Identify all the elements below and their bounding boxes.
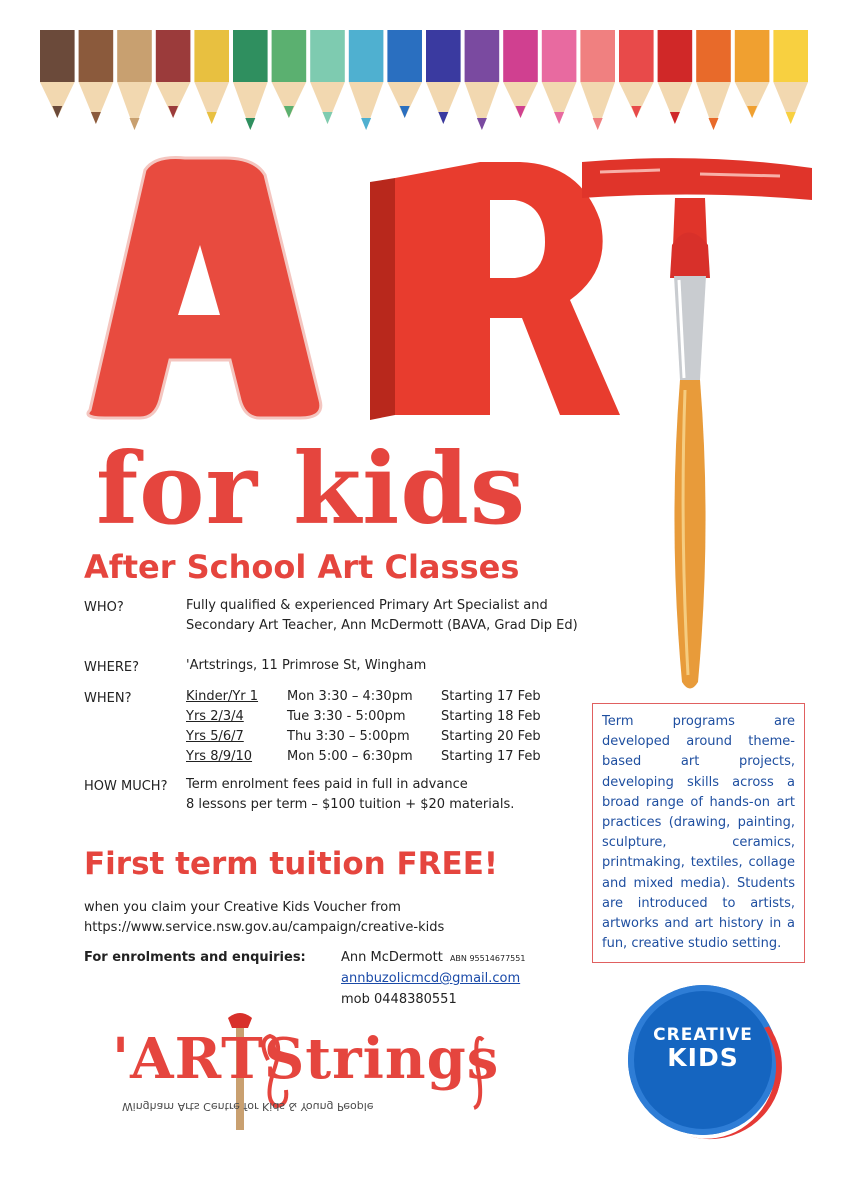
where-label: WHERE?	[84, 660, 139, 675]
class-group: Kinder/Yr 1	[186, 689, 259, 704]
schedule-row	[186, 707, 586, 727]
schedule-table	[186, 687, 586, 767]
pencil	[156, 30, 191, 118]
class-time: Thu 3:30 – 5:00pm	[287, 729, 410, 744]
pencil	[387, 30, 422, 118]
pencil	[272, 30, 307, 118]
letter-a	[88, 158, 321, 419]
who-line-2: Secondary Art Teacher, Ann McDermott (BAVA, Grad Dip Ed)	[186, 618, 578, 633]
contact-phone: mob 0448380551	[341, 992, 457, 1007]
badge-line-2: KIDS	[667, 1043, 739, 1072]
pencil	[696, 30, 731, 130]
class-time: Mon 5:00 – 6:30pm	[287, 749, 413, 764]
term-programs-text: Term programs are developed around theme-based art projects, developing skills across a broad range of hands-on art practices (drawing, painting, sculpture, ceramics, printmaking, textiles, collage and mixed media). Students are introduced to artists, artworks and art history in a fun, creative studio setting.	[602, 714, 795, 952]
class-group: Yrs 2/3/4	[186, 709, 244, 724]
schedule-row	[186, 687, 586, 707]
creative-kids-badge	[628, 985, 778, 1135]
how-much-label: HOW MUCH?	[84, 779, 168, 794]
artstrings-logo-tagline: Wingham Arts Centre for Kids & Young People	[122, 1100, 374, 1113]
term-programs-box	[592, 703, 805, 963]
class-start: Starting 17 Feb	[441, 749, 541, 764]
class-group: Yrs 5/6/7	[186, 729, 244, 744]
colored-pencils-graphic	[38, 30, 810, 140]
pencil	[233, 30, 268, 130]
fees-line-1: Term enrolment fees paid in full in advance	[186, 777, 468, 792]
fees-line-2: 8 lessons per term – $100 tuition + $20 materials.	[186, 797, 515, 812]
pencil	[619, 30, 654, 118]
pencil	[542, 30, 577, 124]
pencil	[310, 30, 345, 124]
pencil	[349, 30, 384, 130]
contact-name-line	[341, 948, 525, 969]
contact-email-link[interactable]: annbuzolicmcd@gmail.com	[341, 971, 521, 986]
letter-r	[370, 162, 620, 420]
pencil	[117, 30, 152, 130]
pencil	[503, 30, 538, 118]
contact-abn: ABN 95514677551	[449, 954, 526, 963]
subtitle: After School Art Classes	[84, 548, 520, 586]
where-text: 'Artstrings, 11 Primrose St, Wingham	[186, 658, 427, 673]
pencil	[194, 30, 229, 124]
pencil	[580, 30, 615, 130]
paintbrush-icon	[670, 233, 710, 689]
voucher-text: when you claim your Creative Kids Voucher from	[84, 900, 401, 915]
when-label: WHEN?	[84, 691, 132, 706]
pencil	[426, 30, 461, 124]
schedule-row	[186, 727, 586, 747]
who-line-1: Fully qualified & experienced Primary Art Specialist and	[186, 598, 548, 613]
free-tuition-headline: First term tuition FREE!	[84, 846, 499, 882]
badge-line-1: CREATIVE	[653, 1025, 753, 1045]
class-group: Yrs 8/9/10	[186, 749, 253, 764]
class-start: Starting 17 Feb	[441, 689, 541, 704]
pencil	[773, 30, 808, 124]
class-time: Tue 3:30 - 5:00pm	[287, 709, 406, 724]
pencil	[40, 30, 75, 118]
class-start: Starting 18 Feb	[441, 709, 541, 724]
who-label: WHO?	[84, 600, 124, 615]
schedule-row	[186, 747, 586, 767]
enquiries-label: For enrolments and enquiries:	[84, 950, 306, 965]
voucher-url-link[interactable]: https://www.service.nsw.gov.au/campaign/creative-kids	[84, 920, 445, 935]
contact-name: Ann McDermott	[341, 950, 443, 965]
pencil	[79, 30, 114, 124]
pencil	[658, 30, 693, 124]
class-start: Starting 20 Feb	[441, 729, 541, 744]
class-time: Mon 3:30 – 4:30pm	[287, 689, 413, 704]
pencil	[735, 30, 770, 118]
artstrings-logo-title: 'ARTStrings	[112, 1026, 500, 1092]
pencil	[465, 30, 500, 130]
headline: for kids	[96, 432, 527, 547]
